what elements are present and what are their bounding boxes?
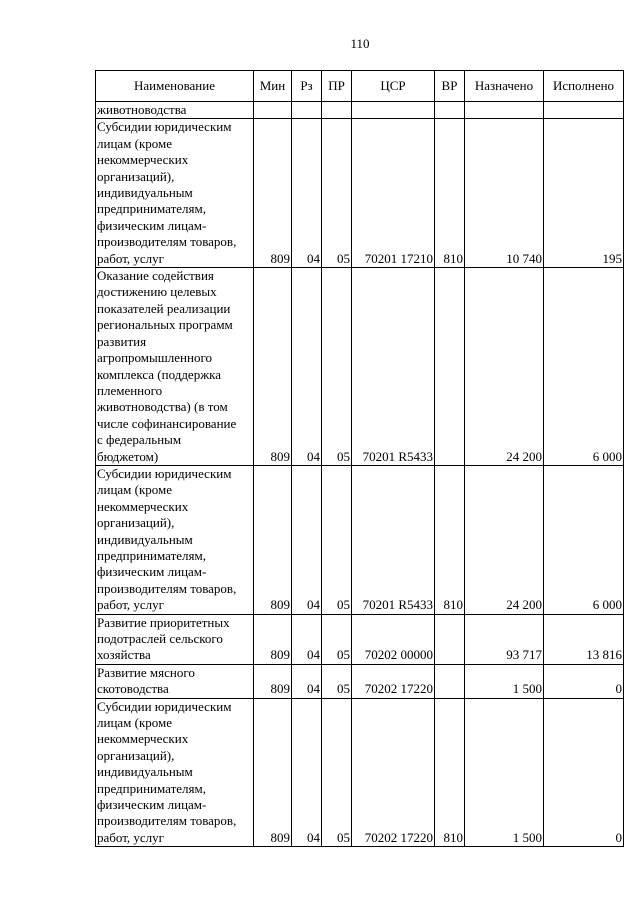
row-name-line: региональных программ bbox=[97, 317, 233, 333]
row-name-line: бюджетом) bbox=[97, 448, 159, 464]
csr-cell: 70201 17210 bbox=[352, 119, 435, 268]
empty-cell bbox=[322, 102, 352, 119]
continuation-row bbox=[96, 102, 624, 119]
row-name-line: индивидуальным bbox=[97, 185, 193, 201]
row-name bbox=[96, 698, 254, 847]
empty-cell bbox=[352, 102, 435, 119]
page-number: 110 bbox=[350, 36, 370, 51]
min-cell: 809 bbox=[254, 465, 292, 614]
pr-cell: 05 bbox=[322, 698, 352, 847]
row-name-line: числе софинансирование bbox=[97, 415, 237, 431]
table-row bbox=[96, 119, 624, 268]
row-name-line: достижению целевых bbox=[97, 284, 217, 300]
vr-cell bbox=[435, 664, 465, 698]
csr-cell: 70201 R5433 bbox=[352, 465, 435, 614]
table-row bbox=[96, 698, 624, 847]
pr-cell: 05 bbox=[322, 465, 352, 614]
row-name-line: физическим лицам- bbox=[97, 797, 207, 813]
row-name bbox=[96, 119, 254, 268]
row-name-line: лицам (кроме bbox=[97, 482, 173, 498]
assigned-cell: 24 200 bbox=[465, 465, 544, 614]
row-name-line: Развитие приоритетных bbox=[97, 614, 230, 630]
vr-cell: 810 bbox=[435, 465, 465, 614]
row-name-line: физическим лицам- bbox=[97, 564, 207, 580]
row-name-line: лицам (кроме bbox=[97, 135, 173, 151]
min-cell: 809 bbox=[254, 614, 292, 664]
table-row bbox=[96, 465, 624, 614]
budget-table bbox=[95, 70, 624, 847]
min-cell: 809 bbox=[254, 268, 292, 466]
row-name-line: Субсидии юридическим bbox=[97, 465, 232, 481]
header-rz: Рз bbox=[292, 71, 322, 102]
rz-cell: 04 bbox=[292, 119, 322, 268]
min-cell: 809 bbox=[254, 698, 292, 847]
row-name-line: хозяйства bbox=[97, 647, 151, 663]
row-name bbox=[96, 614, 254, 664]
executed-cell: 0 bbox=[544, 664, 624, 698]
rz-cell: 04 bbox=[292, 698, 322, 847]
row-name-line: индивидуальным bbox=[97, 764, 193, 780]
row-name-line: работ, услуг bbox=[97, 250, 165, 266]
pr-cell: 05 bbox=[322, 119, 352, 268]
csr-cell: 70202 00000 bbox=[352, 614, 435, 664]
row-name-line: организаций), bbox=[97, 747, 175, 763]
row-name-line: некоммерческих bbox=[97, 498, 189, 514]
row-name bbox=[96, 465, 254, 614]
header-pr: ПР bbox=[322, 71, 352, 102]
vr-cell: 810 bbox=[435, 698, 465, 847]
row-name-line: развития bbox=[97, 333, 147, 349]
row-name-line: агропромышленного bbox=[97, 350, 212, 366]
row-name-line: Развитие мясного bbox=[97, 664, 195, 680]
row-name-line: животноводства) (в том bbox=[97, 399, 228, 415]
row-name-line: производителям товаров, bbox=[97, 813, 237, 829]
row-name-line: предпринимателям, bbox=[97, 201, 206, 217]
row-name-line: работ, услуг bbox=[97, 597, 165, 613]
executed-cell: 195 bbox=[544, 119, 624, 268]
rz-cell: 04 bbox=[292, 614, 322, 664]
empty-cell bbox=[435, 102, 465, 119]
rz-cell: 04 bbox=[292, 664, 322, 698]
assigned-cell: 1 500 bbox=[465, 664, 544, 698]
executed-cell: 13 816 bbox=[544, 614, 624, 664]
row-name-line: Субсидии юридическим bbox=[97, 698, 232, 714]
executed-cell: 6 000 bbox=[544, 268, 624, 466]
vr-cell bbox=[435, 614, 465, 664]
header-vr: ВР bbox=[435, 71, 465, 102]
row-name-line: скотоводства bbox=[97, 681, 169, 697]
continuation-name: животноводства bbox=[96, 102, 254, 119]
row-name-line: комплекса (поддержка bbox=[97, 366, 222, 382]
csr-cell: 70202 17220 bbox=[352, 664, 435, 698]
table-header-row bbox=[96, 71, 624, 102]
row-name-line: предпринимателям, bbox=[97, 780, 206, 796]
table-row bbox=[96, 664, 624, 698]
table-row bbox=[96, 268, 624, 466]
header-executed: Исполнено bbox=[544, 71, 624, 102]
csr-cell: 70202 17220 bbox=[352, 698, 435, 847]
vr-cell bbox=[435, 268, 465, 466]
min-cell: 809 bbox=[254, 119, 292, 268]
rz-cell: 04 bbox=[292, 465, 322, 614]
empty-cell bbox=[544, 102, 624, 119]
row-name-line: производителям товаров, bbox=[97, 580, 237, 596]
row-name-line: подотраслей сельского bbox=[97, 631, 223, 646]
row-name-line: производителям товаров, bbox=[97, 234, 237, 250]
row-name-line: предпринимателям, bbox=[97, 547, 206, 563]
empty-cell bbox=[465, 102, 544, 119]
assigned-cell: 93 717 bbox=[465, 614, 544, 664]
row-name-line: показателей реализации bbox=[97, 300, 231, 316]
executed-cell: 0 bbox=[544, 698, 624, 847]
row-name-line: организаций), bbox=[97, 168, 175, 184]
empty-cell bbox=[292, 102, 322, 119]
row-name-line: некоммерческих bbox=[97, 731, 189, 747]
header-name: Наименование bbox=[96, 71, 254, 102]
row-name-line: лицам (кроме bbox=[97, 715, 173, 731]
row-name-line: с федеральным bbox=[97, 432, 182, 448]
vr-cell: 810 bbox=[435, 119, 465, 268]
row-name-line: племенного bbox=[97, 382, 163, 398]
header-assigned: Назначено bbox=[465, 71, 544, 102]
header-min: Мин bbox=[254, 71, 292, 102]
row-name-line: Оказание содействия bbox=[97, 268, 214, 284]
pr-cell: 05 bbox=[322, 614, 352, 664]
empty-cell bbox=[254, 102, 292, 119]
row-name-line: работ, услуг bbox=[97, 829, 165, 845]
row-name-line: физическим лицам- bbox=[97, 217, 207, 233]
pr-cell: 05 bbox=[322, 664, 352, 698]
rz-cell: 04 bbox=[292, 268, 322, 466]
min-cell: 809 bbox=[254, 664, 292, 698]
row-name-line: организаций), bbox=[97, 515, 175, 531]
assigned-cell: 1 500 bbox=[465, 698, 544, 847]
row-name-line: Субсидии юридическим bbox=[97, 119, 232, 135]
assigned-cell: 24 200 bbox=[465, 268, 544, 466]
header-csr: ЦСР bbox=[352, 71, 435, 102]
row-name bbox=[96, 664, 254, 698]
pr-cell: 05 bbox=[322, 268, 352, 466]
csr-cell: 70201 R5433 bbox=[352, 268, 435, 466]
row-name-line: индивидуальным bbox=[97, 531, 193, 547]
row-name bbox=[96, 268, 254, 466]
row-name-line: некоммерческих bbox=[97, 152, 189, 168]
table-row bbox=[96, 614, 624, 664]
executed-cell: 6 000 bbox=[544, 465, 624, 614]
assigned-cell: 10 740 bbox=[465, 119, 544, 268]
